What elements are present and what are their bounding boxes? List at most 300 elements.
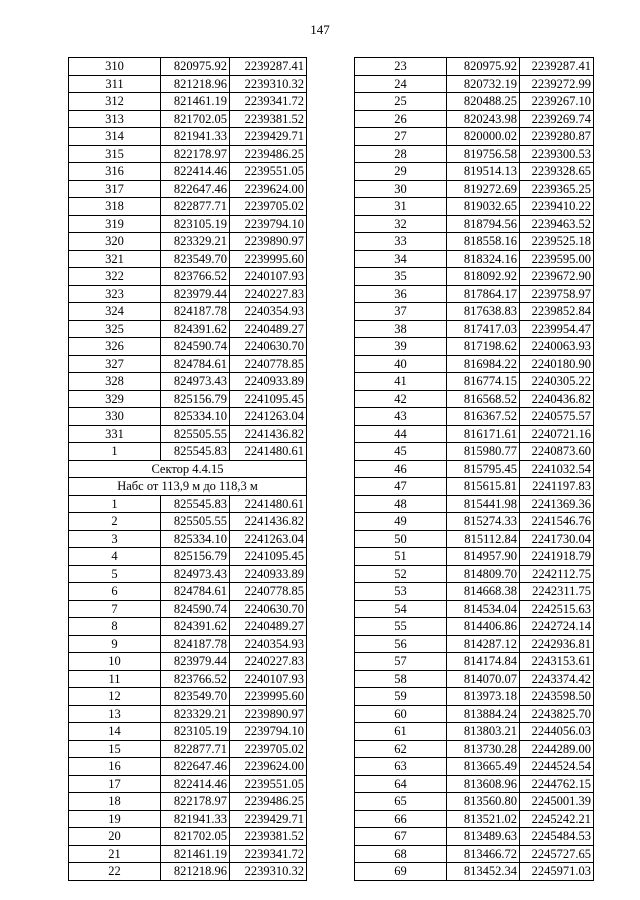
point-number: 39: [355, 338, 447, 356]
table-row: [69, 530, 307, 548]
x-coordinate: 813884.24: [447, 705, 520, 723]
y-coordinate: 2241263.04: [230, 530, 307, 548]
x-coordinate: 820975.92: [447, 58, 520, 76]
y-coordinate: 2239995.60: [230, 250, 307, 268]
point-number: 67: [355, 828, 447, 846]
section-title: Сектор 4.4.15: [69, 460, 307, 478]
table-row: [69, 320, 307, 338]
y-coordinate: 2239794.10: [230, 215, 307, 233]
y-coordinate: 2243598.50: [520, 688, 594, 706]
point-number: 14: [69, 723, 161, 741]
x-coordinate: 815615.81: [447, 478, 520, 496]
x-coordinate: 817198.62: [447, 338, 520, 356]
point-number: 49: [355, 513, 447, 531]
table-row: [355, 198, 594, 216]
table-row: [355, 180, 594, 198]
y-coordinate: 2239551.05: [230, 163, 307, 181]
point-number: 15: [69, 740, 161, 758]
y-coordinate: 2241095.45: [230, 548, 307, 566]
x-coordinate: 815795.45: [447, 460, 520, 478]
table-row: [69, 128, 307, 146]
y-coordinate: 2245001.39: [520, 793, 594, 811]
y-coordinate: 2239852.84: [520, 303, 594, 321]
point-number: 37: [355, 303, 447, 321]
point-number: 57: [355, 653, 447, 671]
table-row: [69, 163, 307, 181]
table-row: [69, 653, 307, 671]
table-row: [355, 600, 594, 618]
table-row: [355, 408, 594, 426]
x-coordinate: 814668.38: [447, 583, 520, 601]
y-coordinate: 2241480.61: [230, 495, 307, 513]
table-row: [355, 688, 594, 706]
point-number: 20: [69, 828, 161, 846]
x-coordinate: 825156.79: [161, 548, 230, 566]
y-coordinate: 2245484.53: [520, 828, 594, 846]
table-row: [69, 373, 307, 391]
y-coordinate: 2243374.42: [520, 670, 594, 688]
y-coordinate: 2239954.47: [520, 320, 594, 338]
table-row: [355, 110, 594, 128]
y-coordinate: 2241436.82: [230, 425, 307, 443]
table-row: [355, 635, 594, 653]
point-number: 4: [69, 548, 161, 566]
x-coordinate: 813665.49: [447, 758, 520, 776]
x-coordinate: 817417.03: [447, 320, 520, 338]
x-coordinate: 821461.19: [161, 93, 230, 111]
point-number: 19: [69, 810, 161, 828]
x-coordinate: 825505.55: [161, 425, 230, 443]
x-coordinate: 824391.62: [161, 618, 230, 636]
point-number: 53: [355, 583, 447, 601]
point-number: 330: [69, 408, 161, 426]
x-coordinate: 814070.07: [447, 670, 520, 688]
y-coordinate: 2239269.74: [520, 110, 594, 128]
y-coordinate: 2240630.70: [230, 600, 307, 618]
table-row: [355, 495, 594, 513]
table-row: [355, 723, 594, 741]
point-number: 311: [69, 75, 161, 93]
y-coordinate: 2239624.00: [230, 180, 307, 198]
table-row: [355, 145, 594, 163]
y-coordinate: 2240227.83: [230, 285, 307, 303]
point-number: 33: [355, 233, 447, 251]
x-coordinate: 815274.33: [447, 513, 520, 531]
point-number: 318: [69, 198, 161, 216]
table-row: [69, 233, 307, 251]
y-coordinate: 2245727.65: [520, 845, 594, 863]
point-number: 26: [355, 110, 447, 128]
x-coordinate: 814534.04: [447, 600, 520, 618]
x-coordinate: 820243.98: [447, 110, 520, 128]
x-coordinate: 825334.10: [161, 408, 230, 426]
y-coordinate: 2239280.87: [520, 128, 594, 146]
x-coordinate: 820975.92: [161, 58, 230, 76]
point-number: 328: [69, 373, 161, 391]
y-coordinate: 2239672.90: [520, 268, 594, 286]
table-row: [355, 75, 594, 93]
point-number: 6: [69, 583, 161, 601]
x-coordinate: 823549.70: [161, 250, 230, 268]
page-number: 147: [310, 22, 330, 37]
y-coordinate: 2240305.22: [520, 373, 594, 391]
y-coordinate: 2239381.52: [230, 110, 307, 128]
point-number: 59: [355, 688, 447, 706]
table-row: [355, 443, 594, 461]
y-coordinate: 2242311.75: [520, 583, 594, 601]
x-coordinate: 813803.21: [447, 723, 520, 741]
y-coordinate: 2241197.83: [520, 478, 594, 496]
x-coordinate: 814957.90: [447, 548, 520, 566]
x-coordinate: 818324.16: [447, 250, 520, 268]
x-coordinate: 821941.33: [161, 810, 230, 828]
point-number: 52: [355, 565, 447, 583]
table-row: [355, 128, 594, 146]
table-row: [355, 828, 594, 846]
point-number: 12: [69, 688, 161, 706]
y-coordinate: 2240436.82: [520, 390, 594, 408]
point-number: 315: [69, 145, 161, 163]
table-row: [69, 285, 307, 303]
table-row: [69, 828, 307, 846]
x-coordinate: 821702.05: [161, 110, 230, 128]
table-row: [69, 863, 307, 881]
table-row: [355, 670, 594, 688]
table-row: [69, 145, 307, 163]
table-row: [69, 723, 307, 741]
x-coordinate: 824187.78: [161, 303, 230, 321]
table-row: [355, 845, 594, 863]
y-coordinate: 2239551.05: [230, 775, 307, 793]
x-coordinate: 815112.84: [447, 530, 520, 548]
point-number: 27: [355, 128, 447, 146]
y-coordinate: 2241436.82: [230, 513, 307, 531]
x-coordinate: 820488.25: [447, 93, 520, 111]
point-number: 66: [355, 810, 447, 828]
table-row: [355, 530, 594, 548]
table-row: [69, 810, 307, 828]
y-coordinate: 2244056.03: [520, 723, 594, 741]
x-coordinate: 821218.96: [161, 75, 230, 93]
y-coordinate: 2240107.93: [230, 670, 307, 688]
table-row: [355, 513, 594, 531]
x-coordinate: 824590.74: [161, 338, 230, 356]
point-number: 3: [69, 530, 161, 548]
y-coordinate: 2239890.97: [230, 233, 307, 251]
table-row: [355, 250, 594, 268]
x-coordinate: 819514.13: [447, 163, 520, 181]
section-subtitle-row: [69, 478, 307, 496]
point-number: 23: [355, 58, 447, 76]
y-coordinate: 2239758.97: [520, 285, 594, 303]
point-number: 40: [355, 355, 447, 373]
point-number: 54: [355, 600, 447, 618]
x-coordinate: 823979.44: [161, 653, 230, 671]
table-row: [355, 863, 594, 881]
point-number: 50: [355, 530, 447, 548]
x-coordinate: 813452.34: [447, 863, 520, 881]
table-row: [69, 180, 307, 198]
y-coordinate: 2242112.75: [520, 565, 594, 583]
x-coordinate: 824784.61: [161, 583, 230, 601]
point-number: 34: [355, 250, 447, 268]
y-coordinate: 2239794.10: [230, 723, 307, 741]
y-coordinate: 2240721.16: [520, 425, 594, 443]
y-coordinate: 2239272.99: [520, 75, 594, 93]
x-coordinate: 821218.96: [161, 863, 230, 881]
point-number: 317: [69, 180, 161, 198]
y-coordinate: 2240227.83: [230, 653, 307, 671]
table-row: [355, 285, 594, 303]
y-coordinate: 2240630.70: [230, 338, 307, 356]
x-coordinate: 814809.70: [447, 565, 520, 583]
point-number: 8: [69, 618, 161, 636]
table-row: [69, 635, 307, 653]
x-coordinate: 823105.19: [161, 215, 230, 233]
point-number: 327: [69, 355, 161, 373]
table-row: [355, 425, 594, 443]
point-number: 46: [355, 460, 447, 478]
table-row: [69, 793, 307, 811]
point-number: 16: [69, 758, 161, 776]
y-coordinate: 2239595.00: [520, 250, 594, 268]
point-number: 61: [355, 723, 447, 741]
y-coordinate: 2239995.60: [230, 688, 307, 706]
table-row: [355, 93, 594, 111]
x-coordinate: 822414.46: [161, 163, 230, 181]
y-coordinate: 2240933.89: [230, 373, 307, 391]
x-coordinate: 823766.52: [161, 670, 230, 688]
table-row: [69, 408, 307, 426]
x-coordinate: 825156.79: [161, 390, 230, 408]
x-coordinate: 814406.86: [447, 618, 520, 636]
x-coordinate: 814287.12: [447, 635, 520, 653]
x-coordinate: 823549.70: [161, 688, 230, 706]
point-number: 32: [355, 215, 447, 233]
x-coordinate: 819272.69: [447, 180, 520, 198]
point-number: 31: [355, 198, 447, 216]
x-coordinate: 823979.44: [161, 285, 230, 303]
table-row: [355, 390, 594, 408]
table-row: [69, 618, 307, 636]
x-coordinate: 813466.72: [447, 845, 520, 863]
table-row: [69, 198, 307, 216]
table-row: [355, 355, 594, 373]
y-coordinate: 2245242.21: [520, 810, 594, 828]
table-row: [69, 670, 307, 688]
y-coordinate: 2239486.25: [230, 145, 307, 163]
x-coordinate: 818558.16: [447, 233, 520, 251]
coordinates-table-left: [68, 57, 307, 881]
coordinates-table-right: [354, 57, 594, 881]
y-coordinate: 2241032.54: [520, 460, 594, 478]
x-coordinate: 816774.15: [447, 373, 520, 391]
table-row: [69, 75, 307, 93]
point-number: 326: [69, 338, 161, 356]
table-row: [69, 705, 307, 723]
y-coordinate: 2239429.71: [230, 128, 307, 146]
point-number: 1: [69, 443, 161, 461]
point-number: 21: [69, 845, 161, 863]
point-number: 48: [355, 495, 447, 513]
y-coordinate: 2244762.15: [520, 775, 594, 793]
point-number: 2: [69, 513, 161, 531]
point-number: 62: [355, 740, 447, 758]
y-coordinate: 2239410.22: [520, 198, 594, 216]
y-coordinate: 2242724.14: [520, 618, 594, 636]
table-row: [355, 775, 594, 793]
point-number: 10: [69, 653, 161, 671]
x-coordinate: 816171.61: [447, 425, 520, 443]
x-coordinate: 817638.83: [447, 303, 520, 321]
table-row: [69, 600, 307, 618]
point-number: 56: [355, 635, 447, 653]
y-coordinate: 2244289.00: [520, 740, 594, 758]
x-coordinate: 818092.92: [447, 268, 520, 286]
table-row: [69, 338, 307, 356]
table-row: [355, 565, 594, 583]
y-coordinate: 2241730.04: [520, 530, 594, 548]
y-coordinate: 2240778.85: [230, 355, 307, 373]
x-coordinate: 813489.63: [447, 828, 520, 846]
x-coordinate: 813608.96: [447, 775, 520, 793]
x-coordinate: 813521.02: [447, 810, 520, 828]
table-row: [69, 250, 307, 268]
y-coordinate: 2240354.93: [230, 635, 307, 653]
table-row: [69, 93, 307, 111]
x-coordinate: 821941.33: [161, 128, 230, 146]
x-coordinate: 815980.77: [447, 443, 520, 461]
x-coordinate: 824973.43: [161, 373, 230, 391]
y-coordinate: 2239310.32: [230, 863, 307, 881]
point-number: 41: [355, 373, 447, 391]
point-number: 36: [355, 285, 447, 303]
x-coordinate: 819032.65: [447, 198, 520, 216]
point-number: 7: [69, 600, 161, 618]
y-coordinate: 2239525.18: [520, 233, 594, 251]
table-row: [69, 758, 307, 776]
point-number: 331: [69, 425, 161, 443]
x-coordinate: 816568.52: [447, 390, 520, 408]
point-number: 35: [355, 268, 447, 286]
section-title-row: [69, 460, 307, 478]
point-number: 28: [355, 145, 447, 163]
x-coordinate: 813560.80: [447, 793, 520, 811]
point-number: 38: [355, 320, 447, 338]
y-coordinate: 2240575.57: [520, 408, 594, 426]
point-number: 310: [69, 58, 161, 76]
point-number: 47: [355, 478, 447, 496]
table-row: [69, 583, 307, 601]
y-coordinate: 2240933.89: [230, 565, 307, 583]
point-number: 44: [355, 425, 447, 443]
x-coordinate: 825545.83: [161, 495, 230, 513]
point-number: 30: [355, 180, 447, 198]
table-row: [355, 338, 594, 356]
table-row: [355, 548, 594, 566]
y-coordinate: 2239486.25: [230, 793, 307, 811]
x-coordinate: 814174.84: [447, 653, 520, 671]
y-coordinate: 2242936.81: [520, 635, 594, 653]
point-number: 329: [69, 390, 161, 408]
x-coordinate: 823105.19: [161, 723, 230, 741]
table-row: [355, 373, 594, 391]
table-row: [69, 443, 307, 461]
x-coordinate: 825334.10: [161, 530, 230, 548]
x-coordinate: 823329.21: [161, 705, 230, 723]
point-number: 312: [69, 93, 161, 111]
table-row: [69, 495, 307, 513]
point-number: 18: [69, 793, 161, 811]
y-coordinate: 2244524.54: [520, 758, 594, 776]
y-coordinate: 2239328.65: [520, 163, 594, 181]
point-number: 314: [69, 128, 161, 146]
table-row: [69, 688, 307, 706]
x-coordinate: 824391.62: [161, 320, 230, 338]
table-row: [355, 758, 594, 776]
table-row: [355, 303, 594, 321]
table-row: [355, 58, 594, 76]
y-coordinate: 2239300.53: [520, 145, 594, 163]
y-coordinate: 2241546.76: [520, 513, 594, 531]
point-number: 69: [355, 863, 447, 881]
table-row: [355, 583, 594, 601]
x-coordinate: 816984.22: [447, 355, 520, 373]
y-coordinate: 2239310.32: [230, 75, 307, 93]
x-coordinate: 824784.61: [161, 355, 230, 373]
point-number: 45: [355, 443, 447, 461]
x-coordinate: 821702.05: [161, 828, 230, 846]
x-coordinate: 820732.19: [447, 75, 520, 93]
point-number: 11: [69, 670, 161, 688]
y-coordinate: 2239267.10: [520, 93, 594, 111]
x-coordinate: 824973.43: [161, 565, 230, 583]
x-coordinate: 818794.56: [447, 215, 520, 233]
point-number: 42: [355, 390, 447, 408]
point-number: 320: [69, 233, 161, 251]
table-row: [355, 793, 594, 811]
point-number: 22: [69, 863, 161, 881]
y-coordinate: 2239705.02: [230, 198, 307, 216]
table-row: [69, 425, 307, 443]
y-coordinate: 2240107.93: [230, 268, 307, 286]
table-row: [355, 705, 594, 723]
y-coordinate: 2239429.71: [230, 810, 307, 828]
x-coordinate: 813730.28: [447, 740, 520, 758]
y-coordinate: 2243825.70: [520, 705, 594, 723]
x-coordinate: 824187.78: [161, 635, 230, 653]
y-coordinate: 2239365.25: [520, 180, 594, 198]
x-coordinate: 822647.46: [161, 758, 230, 776]
y-coordinate: 2240180.90: [520, 355, 594, 373]
y-coordinate: 2243153.61: [520, 653, 594, 671]
table-row: [355, 233, 594, 251]
point-number: 63: [355, 758, 447, 776]
table-row: [69, 110, 307, 128]
table-row: [355, 810, 594, 828]
y-coordinate: 2239287.41: [520, 58, 594, 76]
table-row: [355, 478, 594, 496]
point-number: 65: [355, 793, 447, 811]
y-coordinate: 2239341.72: [230, 93, 307, 111]
y-coordinate: 2240873.60: [520, 443, 594, 461]
point-number: 43: [355, 408, 447, 426]
table-row: [69, 565, 307, 583]
x-coordinate: 823329.21: [161, 233, 230, 251]
point-number: 319: [69, 215, 161, 233]
table-row: [355, 320, 594, 338]
table-row: [355, 653, 594, 671]
